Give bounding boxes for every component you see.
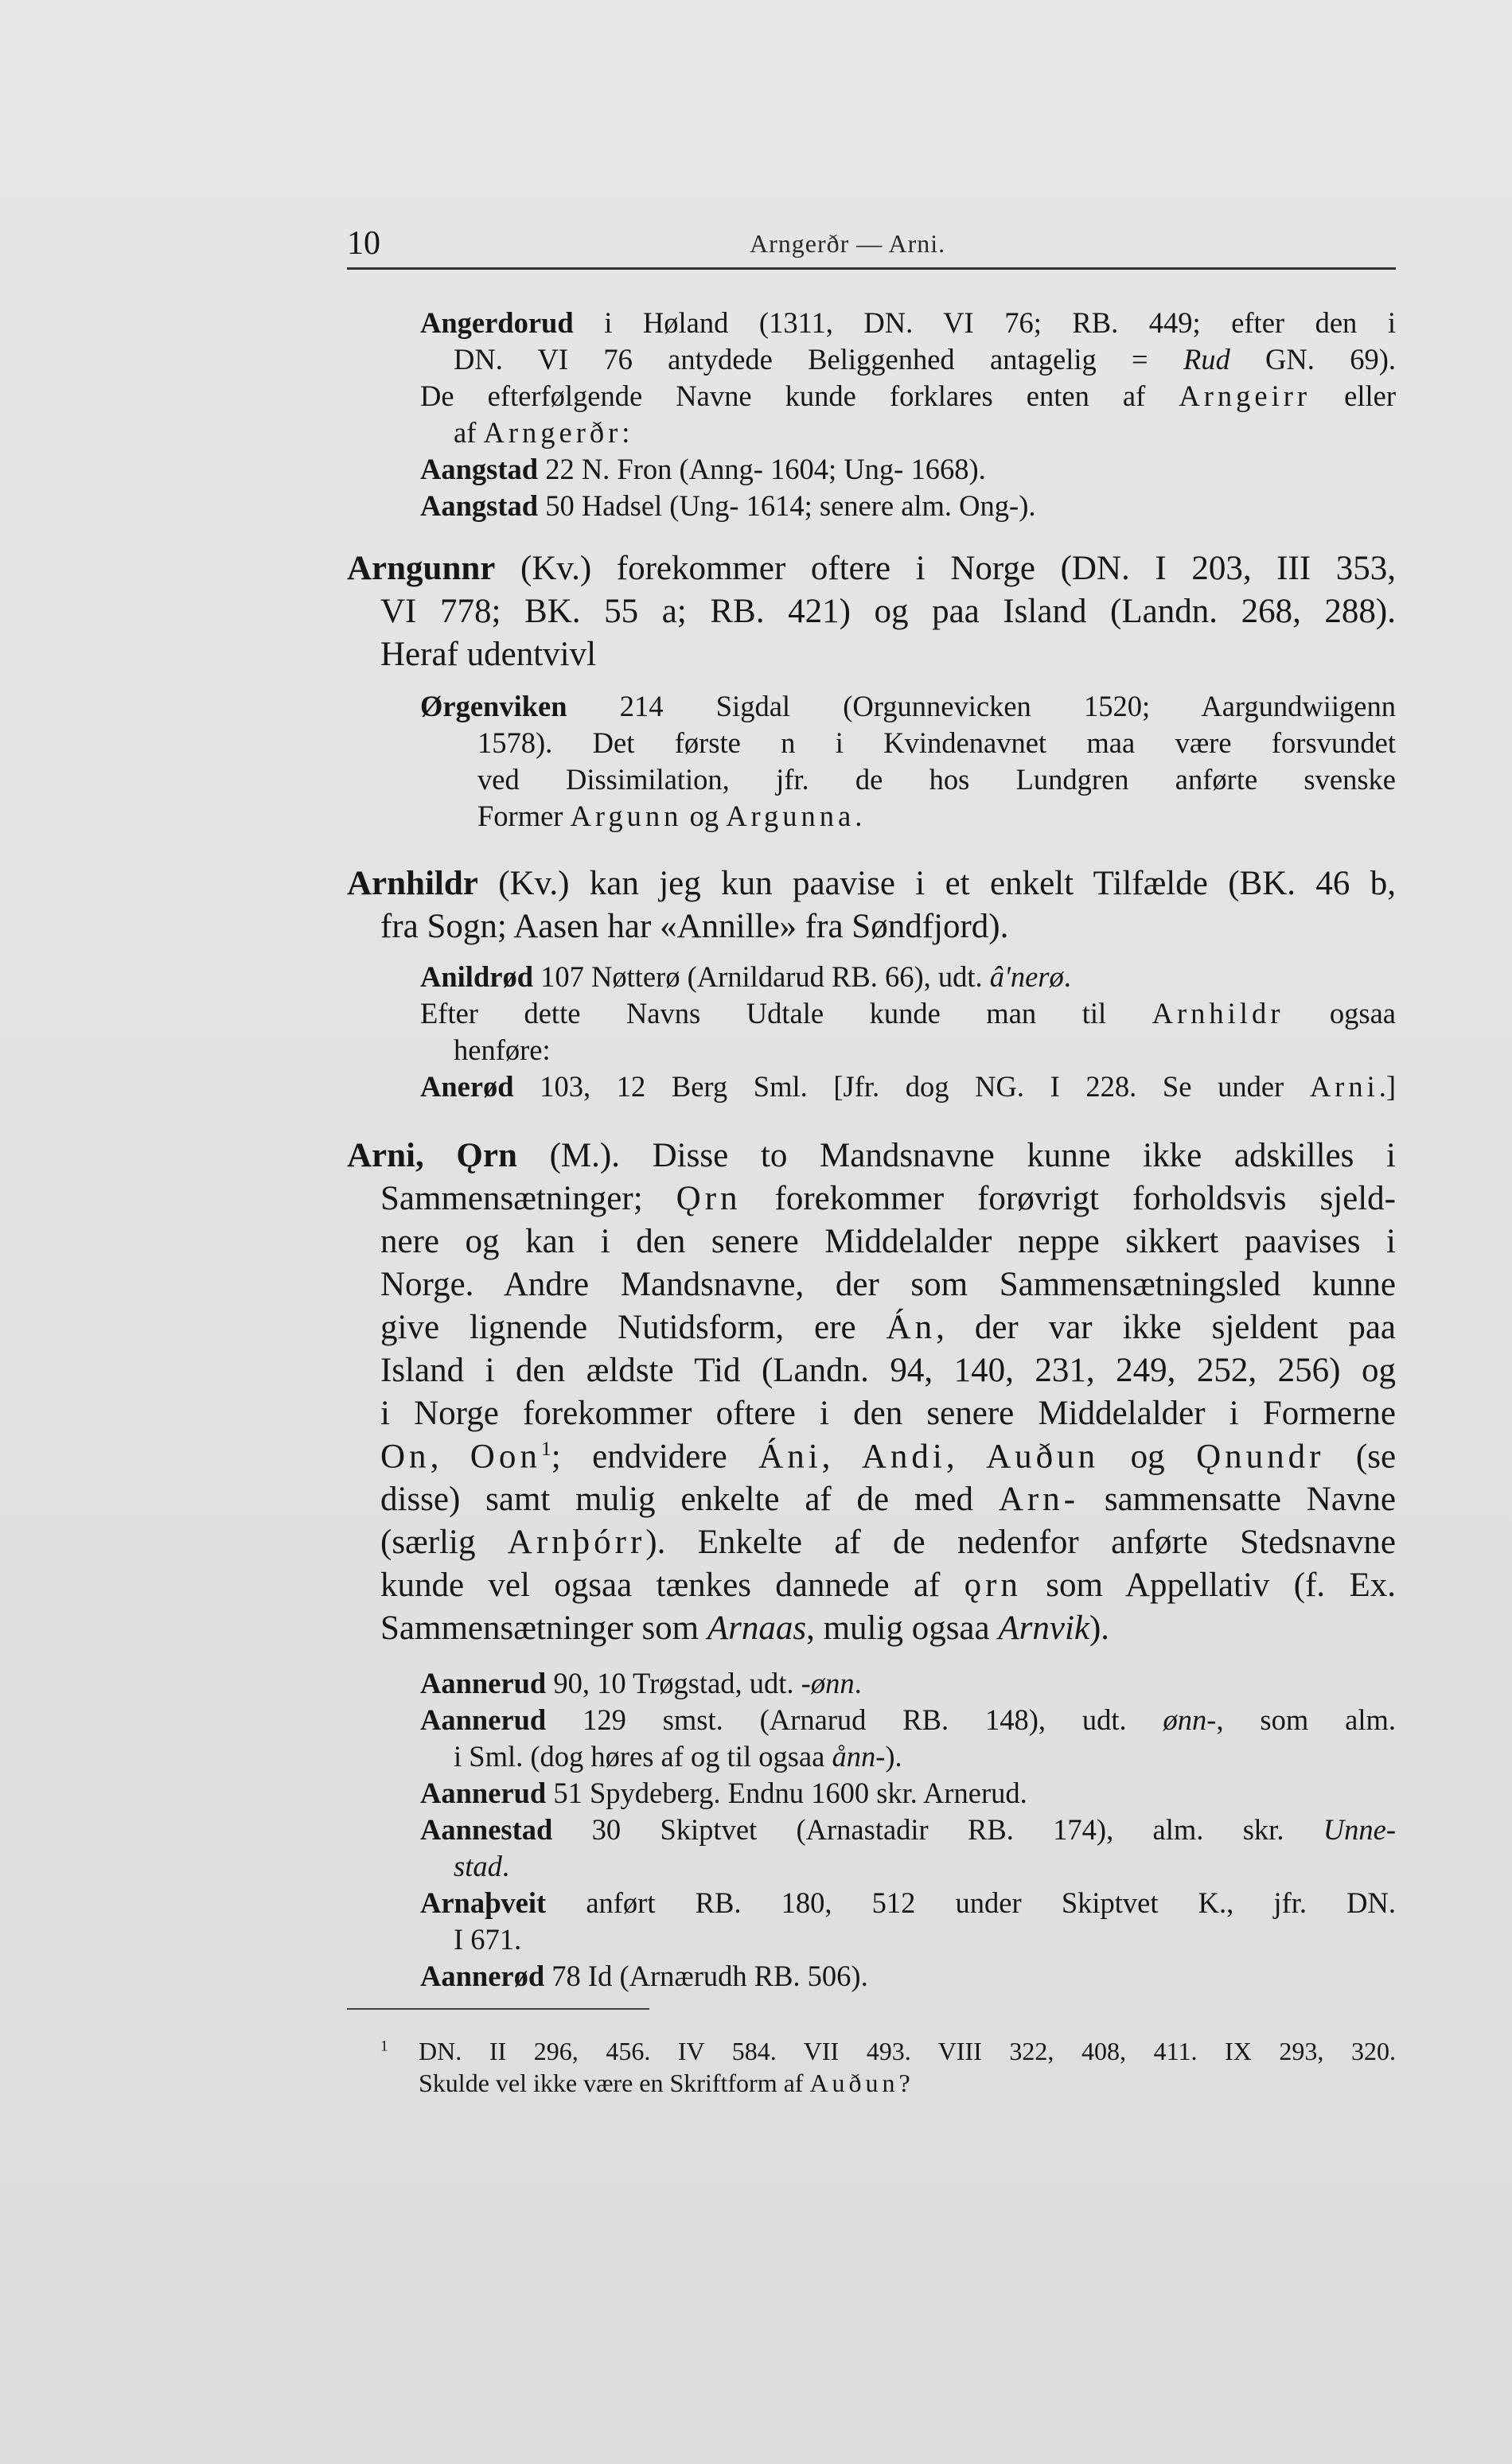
entry-headword: Aannerud	[420, 1777, 547, 1809]
entry-orgenviken-line4: Former Argunn og Argunna.	[477, 800, 863, 832]
header-rule	[347, 267, 1396, 270]
entry-arni-line11: kunde vel ogsaa tænkes dannede af ǫrn som Appellativ (f. Ex.	[380, 1567, 1396, 1604]
entry-angerdorud-line4: af Arngerðr:	[454, 416, 630, 449]
entry-arngunnr-line3: Heraf udentvivl	[380, 636, 597, 673]
entry-angerdorud-line2: DN. VI 76 antydede Beliggenhed antagelig = Rud GN. 69).	[454, 343, 1396, 376]
entry-arni-line6: Island i den ældste Tid (Landn. 94, 140, 231, 249, 252, 256) og	[380, 1352, 1396, 1389]
entry-headword: Arngunnr	[347, 550, 496, 587]
entry-headword: Arni, Ǫrn	[347, 1137, 517, 1174]
entry-anerod: Anerød 103, 12 Berg Sml. [Jfr. dog NG. I 228. Se under Arni.]	[420, 1070, 1396, 1103]
entry-arni-line12: Sammensætninger som Arnaas, mulig ogsaa Arnvik).	[380, 1610, 1110, 1647]
entry-headword: Arnhildr	[347, 865, 478, 902]
entry-anildrod-line3: henføre:	[454, 1033, 551, 1066]
page-number: 10	[347, 225, 380, 262]
entry-headword: Aannerud	[420, 1667, 547, 1699]
entry-arni-line7: i Norge forekommer oftere i den senere Middelalder i Formerne	[380, 1395, 1396, 1432]
entry-arni-line2: Sammensætninger; Ǫrn forekommer forøvrigt forholdsvis sjeld-	[380, 1180, 1396, 1217]
entry-aannestad-line2: stad.	[454, 1850, 509, 1882]
entry-anildrod-line1: Anildrød 107 Nøtterø (Arnildarud RB. 66), udt. â'nerø.	[420, 960, 1071, 993]
entry-aangstad-50: Aangstad 50 Hadsel (Ung- 1614; senere alm. Ong-).	[420, 489, 1036, 522]
entry-headword: Anildrød	[420, 960, 533, 993]
entry-headword: Angerdorud	[420, 306, 574, 339]
entry-aannerud-51: Aannerud 51 Spydeberg. Endnu 1600 skr. Arnerud.	[420, 1777, 1027, 1809]
entry-orgenviken-line3: ved Dissimilation, jfr. de hos Lundgren anførte svenske	[477, 763, 1396, 796]
entry-headword: Arnaþveit	[420, 1886, 547, 1919]
page-header	[347, 224, 1397, 266]
entry-orgenviken-line2: 1578). Det første n i Kvindenavnet maa være forsvundet	[477, 726, 1396, 759]
entry-headword: Aangstad	[420, 489, 539, 522]
entry-orgenviken-line1: Ørgenviken 214 Sigdal (Orgunnevicken 1520; Aargundwiigenn	[420, 690, 1396, 722]
entry-arni-line9: disse) samt mulig enkelte af de med Arn- sammensatte Navne	[380, 1481, 1397, 1518]
footnote-line2: Skulde vel ikke være en Skriftform af Auðun?	[419, 2069, 910, 2097]
entry-arnathveit-line2: I 671.	[454, 1923, 522, 1956]
entry-arni-line10: (særlig Arnþórr). Enkelte af de nedenfor anførte Stedsnavne	[380, 1524, 1396, 1561]
entry-arni-line4: Norge. Andre Mandsnavne, der som Sammensætningsled kunne	[380, 1266, 1396, 1303]
entry-headword: Aannerud	[420, 1703, 547, 1736]
footnote-rule	[347, 2008, 649, 2010]
entry-arni-line8: On, Oon$^1$; endvidere Áni, Andi, Auðun og Ǫnundr (se	[380, 1437, 1397, 1476]
entry-angerdorud-line3: De efterfølgende Navne kunde forklares enten af Arngeirr eller	[420, 380, 1396, 412]
entry-aangstad-22: Aangstad 22 N. Fron (Anng- 1604; Ung- 1668).	[420, 453, 986, 485]
entry-aannerud-90: Aannerud 90, 10 Trøgstad, udt. -ønn.	[420, 1667, 862, 1699]
entry-arngunnr-line2: VI 778; BK. 55 a; RB. 421) og paa Island (Landn. 268, 288).	[380, 593, 1396, 630]
running-head: Arngerðr — Arni.	[750, 229, 946, 258]
entry-headword: Anerød	[420, 1070, 514, 1103]
entry-angerdorud-line1: Angerdorud i Høland (1311, DN. VI 76; RB. 449; efter den i	[420, 306, 1396, 339]
entry-headword: Aannerød	[420, 1960, 545, 1992]
entry-arnhildr-line1: Arnhildr (Kv.) kan jeg kun paavise i et enkelt Tilfælde (BK. 46 b,	[347, 865, 1396, 902]
entry-aannerod: Aannerød 78 Id (Arnærudh RB. 506).	[420, 1960, 868, 1992]
entry-arnathveit-line1: Arnaþveit anført RB. 180, 512 under Skiptvet K., jfr. DN.	[420, 1886, 1396, 1919]
footnote-line1: DN. II 296, 456. IV 584. VII 493. VIII 322, 408, 411. IX 293, 320.	[419, 2037, 1396, 2065]
entry-aannestad-line1: Aannestad 30 Skiptvet (Arnastadir RB. 174), alm. skr. Unne-	[420, 1813, 1396, 1846]
entry-anildrod-line2: Efter dette Navns Udtale kunde man til Arnhildr ogsaa	[420, 997, 1396, 1030]
entry-headword: Aangstad	[420, 453, 539, 485]
entry-aannerud-129-line1: Aannerud 129 smst. (Arnarud RB. 148), udt. ønn-, som alm.	[420, 1703, 1397, 1736]
entry-arni-line3: nere og kan i den senere Middelalder neppe sikkert paavises i	[380, 1223, 1396, 1260]
footnote-ref: 1	[540, 1437, 551, 1460]
entry-headword: Ørgenviken	[420, 690, 567, 722]
entry-arni-line5: give lignende Nutidsform, ere Án, der var ikke sjeldent paa	[380, 1309, 1396, 1346]
entry-arnhildr-line2: fra Sogn; Aasen har «Annille» fra Søndfjord).	[380, 908, 1009, 945]
entry-arngunnr-line1: Arngunnr (Kv.) forekommer oftere i Norge (DN. I 203, III 353,	[347, 550, 1396, 587]
entry-arni-line1: Arni, Ǫrn (M.). Disse to Mandsnavne kunne ikke adskilles i	[347, 1137, 1397, 1174]
footnote-marker: 1	[380, 2038, 388, 2055]
entry-headword: Aannestad	[420, 1813, 553, 1846]
entry-aannerud-129-line2: i Sml. (dog høres af og til ogsaa ånn-).	[454, 1740, 902, 1773]
